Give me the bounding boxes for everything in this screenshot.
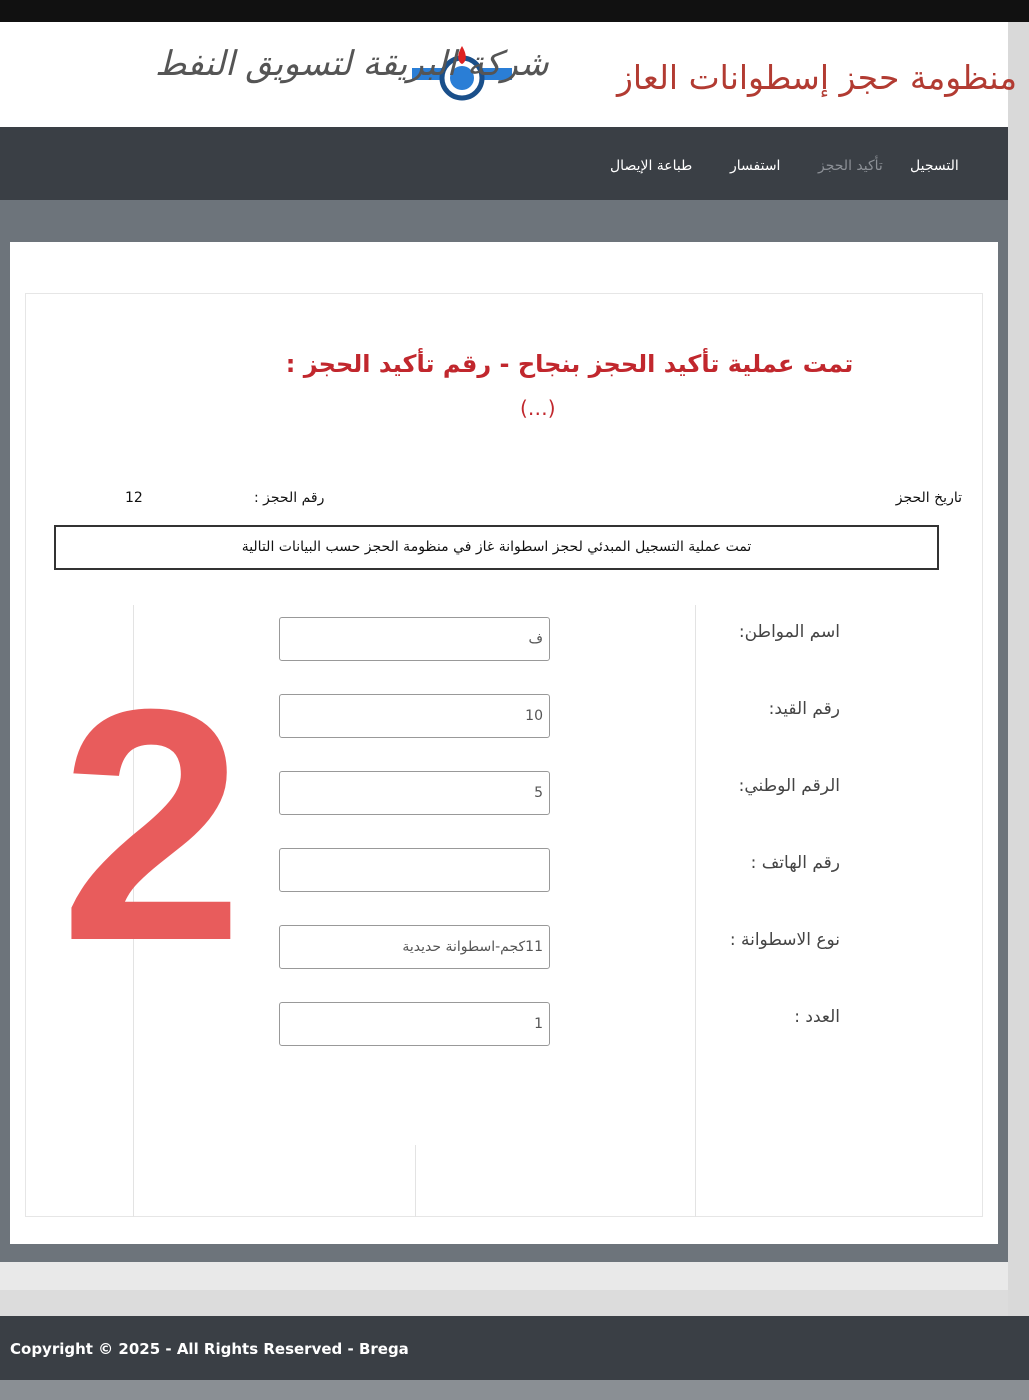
citizen-name-label: اسم المواطن: [738,622,840,642]
nav-confirm-booking[interactable]: تأكيد الحجز [818,158,883,174]
booking-date-label: تاريخ الحجز [895,490,962,506]
page-bottom [0,1290,1008,1316]
nav-register[interactable]: التسجيل [910,158,959,174]
cylinder-type-field[interactable] [279,925,550,969]
national-id-label: الرقم الوطني: [738,776,840,796]
registry-number-label: رقم القيد: [768,699,840,719]
overlay-number: 2 [60,640,244,1009]
confirmation-number: (…) [520,396,556,420]
phone-label: رقم الهاتف : [750,853,840,873]
phone-field[interactable] [279,848,550,892]
citizen-name-field[interactable] [279,617,550,661]
notice-box: تمت عملية التسجيل المبدئي لحجز اسطوانة غاز في منظومة الحجز حسب البيانات التالية [54,525,939,570]
booking-number-label: رقم الحجز : [254,490,325,506]
page-title: منظومة حجز إسطوانات العاز [616,58,1017,97]
copyright-text: Copyright © 2025 - All Rights Reserved - Brega [10,1340,409,1358]
registry-number-field[interactable] [279,694,550,738]
booking-number-value: 12 [125,490,143,506]
national-id-field[interactable] [279,771,550,815]
cylinder-type-label: نوع الاسطوانة : [729,930,840,950]
bottom-bar [0,1380,1029,1400]
page-bottom [0,1262,1008,1290]
quantity-label: العدد : [794,1007,840,1027]
band [0,200,1008,242]
company-logo-text: شركة البريقة لتسويق النفط [155,44,549,84]
quantity-field[interactable] [279,1002,550,1046]
nav-print-receipt[interactable]: طباعة الإيصال [610,158,693,174]
divider [695,605,696,1217]
divider [415,1145,416,1217]
top-bar [0,0,1029,22]
confirmation-heading: تمت عملية تأكيد الحجز بنجاح - رقم تأكيد الحجز : [285,350,854,378]
scroll-edge [1008,22,1029,1316]
nav-inquiry[interactable]: استفسار [730,158,781,174]
